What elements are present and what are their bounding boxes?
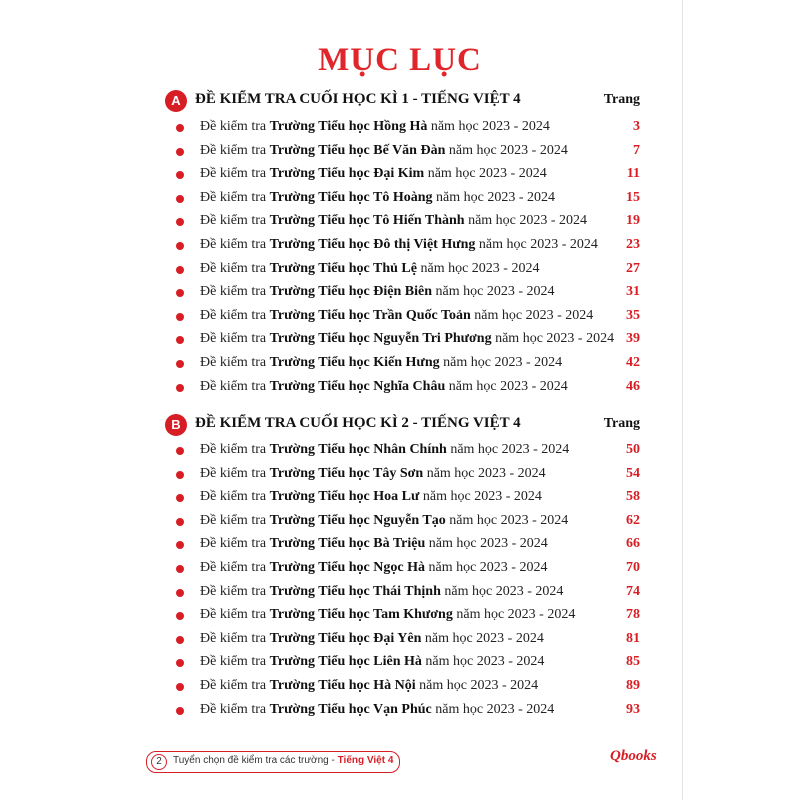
toc-entry[interactable] bbox=[0, 629, 640, 651]
toc-entry-prefix: Đề kiểm tra bbox=[200, 166, 267, 182]
toc-entry[interactable] bbox=[0, 440, 640, 462]
toc-page-number: 31 bbox=[626, 284, 640, 300]
footer-page-number: 2 bbox=[151, 754, 167, 770]
bullet-dot-icon bbox=[176, 636, 184, 644]
toc-entry-year: năm học 2023 - 2024 bbox=[422, 489, 542, 505]
toc-entry-year: năm học 2023 - 2024 bbox=[425, 654, 545, 670]
toc-entry-school: Trường Tiểu học Hoa Lư bbox=[269, 489, 420, 505]
toc-entry-prefix: Đề kiểm tra bbox=[200, 489, 267, 505]
bullet-dot-icon bbox=[176, 360, 184, 368]
toc-page-number: 35 bbox=[626, 307, 640, 323]
toc-entry-school: Trường Tiểu học Thủ Lệ bbox=[269, 260, 417, 276]
toc-entry-school: Trường Tiểu học Hà Nội bbox=[269, 678, 416, 693]
toc-entry-prefix: Đề kiểm tra bbox=[200, 442, 267, 457]
toc-entry[interactable] bbox=[0, 259, 640, 281]
toc-entry[interactable] bbox=[0, 117, 640, 139]
footer-text bbox=[173, 755, 393, 766]
toc-entry-school: Trường Tiểu học Tây Sơn bbox=[269, 465, 424, 481]
toc-entry[interactable] bbox=[0, 164, 640, 186]
toc-page-number: 54 bbox=[626, 465, 640, 481]
section-a-title: ĐỀ KIỂM TRA CUỐI HỌC KÌ 1 - TIẾNG VIỆT 4 bbox=[195, 91, 521, 107]
toc-entry-school: Trường Tiểu học Liên Hà bbox=[269, 654, 422, 670]
toc-entry-text bbox=[200, 513, 568, 529]
toc-entry[interactable] bbox=[0, 306, 640, 328]
toc-entry-prefix: Đề kiểm tra bbox=[200, 465, 267, 481]
toc-entry-year: năm học 2023 - 2024 bbox=[448, 378, 568, 394]
toc-page-number: 66 bbox=[626, 536, 640, 552]
bullet-dot-icon bbox=[176, 707, 184, 715]
toc-page-number: 85 bbox=[626, 654, 640, 670]
toc-entry-school: Trường Tiểu học Đại Kim bbox=[269, 166, 425, 182]
toc-entry-year: năm học 2023 - 2024 bbox=[426, 465, 546, 481]
toc-entry-school: Trường Tiểu học Tô Hiến Thành bbox=[269, 213, 465, 229]
toc-entry-text bbox=[200, 213, 587, 229]
toc-entry-school: Trường Tiểu học Kiến Hưng bbox=[269, 355, 440, 370]
toc-entry-prefix: Đề kiểm tra bbox=[200, 536, 267, 552]
toc-entry-text bbox=[200, 442, 569, 458]
toc-entry-prefix: Đề kiểm tra bbox=[200, 213, 267, 229]
toc-entry-school: Trường Tiểu học Nguyễn Tạo bbox=[269, 512, 446, 528]
toc-entry-text bbox=[200, 379, 568, 395]
toc-entry-year: năm học 2023 - 2024 bbox=[448, 142, 568, 158]
toc-entry-year: năm học 2023 - 2024 bbox=[435, 284, 555, 300]
toc-entry-text bbox=[200, 489, 542, 505]
toc-entry-prefix: Đề kiểm tra bbox=[200, 260, 267, 276]
toc-entry-year: năm học 2023 - 2024 bbox=[419, 678, 539, 693]
bullet-dot-icon bbox=[176, 659, 184, 667]
toc-entry[interactable] bbox=[0, 652, 640, 674]
toc-page-number: 62 bbox=[626, 512, 640, 528]
toc-entry-text bbox=[200, 308, 593, 324]
toc-entry-year: năm học 2023 - 2024 bbox=[428, 560, 548, 575]
toc-entry-text bbox=[200, 584, 563, 600]
toc-entry[interactable] bbox=[0, 511, 640, 533]
toc-entry-prefix: Đề kiểm tra bbox=[200, 237, 267, 252]
toc-entry-year: năm học 2023 - 2024 bbox=[435, 701, 555, 717]
toc-page-number: 15 bbox=[626, 189, 640, 205]
toc-entry-year: năm học 2023 - 2024 bbox=[449, 512, 569, 528]
toc-entry-text bbox=[200, 119, 550, 135]
toc-page-number: 81 bbox=[626, 630, 640, 646]
toc-page-number: 3 bbox=[633, 119, 640, 134]
toc-entry-school: Trường Tiểu học Nguyễn Tri Phương bbox=[269, 331, 492, 347]
page-column-label: Trang bbox=[603, 92, 640, 107]
toc-entry-text bbox=[200, 166, 547, 182]
toc-entry-text bbox=[200, 536, 548, 552]
toc-entry-text bbox=[200, 678, 538, 694]
toc-page-number: 42 bbox=[626, 355, 640, 370]
toc-entry[interactable] bbox=[0, 605, 640, 627]
toc-entry-prefix: Đề kiểm tra bbox=[200, 701, 267, 717]
toc-entry-prefix: Đề kiểm tra bbox=[200, 512, 267, 528]
footer-subject: Tiếng Việt 4 bbox=[337, 755, 394, 766]
toc-entry-text bbox=[200, 607, 575, 623]
toc-entry-text bbox=[200, 466, 546, 482]
toc-entry-year: năm học 2023 - 2024 bbox=[430, 119, 550, 134]
toc-page-number: 46 bbox=[626, 378, 640, 394]
toc-entry[interactable] bbox=[0, 534, 640, 556]
toc-page-number: 74 bbox=[626, 583, 640, 599]
toc-page-number: 58 bbox=[626, 489, 640, 505]
toc-entry-prefix: Đề kiểm tra bbox=[200, 119, 267, 134]
toc-entry-year: năm học 2023 - 2024 bbox=[436, 189, 556, 205]
toc-page-number: 11 bbox=[626, 166, 640, 182]
toc-entry[interactable] bbox=[0, 582, 640, 604]
toc-entry-text bbox=[200, 237, 598, 253]
toc-entry[interactable] bbox=[0, 353, 640, 375]
toc-entry[interactable] bbox=[0, 282, 640, 304]
toc-entry[interactable] bbox=[0, 141, 640, 163]
toc-entry-school: Trường Tiểu học Tô Hoàng bbox=[269, 189, 433, 205]
toc-entry-school: Trường Tiểu học Bà Triệu bbox=[269, 536, 426, 552]
toc-entry-year: năm học 2023 - 2024 bbox=[468, 213, 588, 229]
page-title: MỤC LỤC bbox=[318, 42, 482, 78]
toc-entry-school: Trường Tiểu học Tam Khương bbox=[269, 607, 453, 623]
bullet-dot-icon bbox=[176, 384, 184, 392]
toc-entry-year: năm học 2023 - 2024 bbox=[478, 237, 598, 252]
toc-entry-year: năm học 2023 - 2024 bbox=[456, 607, 576, 623]
toc-entry-text bbox=[200, 284, 554, 300]
toc-page-number: 23 bbox=[626, 237, 640, 252]
toc-entry-school: Trường Tiểu học Bế Văn Đàn bbox=[269, 142, 446, 158]
toc-entry-prefix: Đề kiểm tra bbox=[200, 284, 267, 300]
toc-entry-school: Trường Tiểu học Vạn Phúc bbox=[269, 701, 432, 717]
publisher-logo: Qbooks bbox=[610, 748, 657, 764]
toc-entry[interactable] bbox=[0, 211, 640, 233]
toc-entry-school: Trường Tiểu học Hồng Hà bbox=[269, 119, 428, 134]
bullet-dot-icon bbox=[176, 124, 184, 132]
toc-entry-year: năm học 2023 - 2024 bbox=[495, 331, 615, 347]
toc-page-number: 93 bbox=[626, 701, 640, 717]
bullet-dot-icon bbox=[176, 171, 184, 179]
page-column-label: Trang bbox=[603, 416, 640, 431]
bullet-dot-icon bbox=[176, 612, 184, 620]
toc-entry-school: Trường Tiểu học Đô thị Việt Hưng bbox=[269, 237, 476, 252]
toc-page-number: 50 bbox=[626, 442, 640, 457]
toc-page-number: 27 bbox=[626, 260, 640, 276]
toc-page-number: 89 bbox=[626, 678, 640, 693]
toc-page-number: 19 bbox=[626, 213, 640, 229]
toc-entry-text bbox=[200, 702, 554, 718]
bullet-dot-icon bbox=[176, 242, 184, 250]
toc-entry-prefix: Đề kiểm tra bbox=[200, 378, 267, 394]
toc-entry-text bbox=[200, 190, 555, 206]
bullet-dot-icon bbox=[176, 589, 184, 597]
toc-entry-school: Trường Tiểu học Trần Quốc Toản bbox=[269, 307, 471, 323]
toc-entry-year: năm học 2023 - 2024 bbox=[420, 260, 540, 276]
bullet-dot-icon bbox=[176, 313, 184, 321]
toc-entry-prefix: Đề kiểm tra bbox=[200, 607, 267, 623]
toc-entry-text bbox=[200, 560, 547, 576]
toc-entry-school: Trường Tiểu học Ngọc Hà bbox=[269, 560, 425, 575]
toc-entry-year: năm học 2023 - 2024 bbox=[424, 630, 544, 646]
toc-entry[interactable] bbox=[0, 188, 640, 210]
bullet-dot-icon bbox=[176, 471, 184, 479]
toc-entry-prefix: Đề kiểm tra bbox=[200, 307, 267, 323]
toc-entry-year: năm học 2023 - 2024 bbox=[427, 166, 547, 182]
toc-entry[interactable] bbox=[0, 464, 640, 486]
toc-entry-text bbox=[200, 631, 544, 647]
bullet-dot-icon bbox=[176, 266, 184, 274]
toc-entry-text bbox=[200, 355, 562, 371]
section-badge-b: B bbox=[165, 414, 187, 436]
bullet-dot-icon bbox=[176, 195, 184, 203]
toc-entry-year: năm học 2023 - 2024 bbox=[474, 307, 594, 323]
bullet-dot-icon bbox=[176, 518, 184, 526]
page-edge-divider bbox=[682, 0, 683, 800]
footer-banner bbox=[146, 751, 400, 773]
toc-entry-prefix: Đề kiểm tra bbox=[200, 189, 267, 205]
toc-entry-text bbox=[200, 143, 568, 159]
toc-entry[interactable] bbox=[0, 558, 640, 580]
toc-entry-prefix: Đề kiểm tra bbox=[200, 560, 267, 575]
toc-page-number: 39 bbox=[626, 331, 640, 347]
toc-entry-year: năm học 2023 - 2024 bbox=[428, 536, 548, 552]
bullet-dot-icon bbox=[176, 683, 184, 691]
toc-entry-prefix: Đề kiểm tra bbox=[200, 331, 267, 347]
section-a-header bbox=[165, 90, 640, 114]
toc-entry-school: Trường Tiểu học Nhân Chính bbox=[269, 442, 447, 457]
toc-entry-text bbox=[200, 261, 539, 277]
toc-entry-text bbox=[200, 331, 614, 347]
toc-entry-prefix: Đề kiểm tra bbox=[200, 355, 267, 370]
toc-entry-school: Trường Tiểu học Thái Thịnh bbox=[269, 583, 441, 599]
toc-entry-prefix: Đề kiểm tra bbox=[200, 142, 267, 158]
bullet-dot-icon bbox=[176, 218, 184, 226]
toc-entry-school: Trường Tiểu học Đại Yên bbox=[269, 630, 422, 646]
toc-page-number: 78 bbox=[626, 607, 640, 623]
toc-entry-school: Trường Tiểu học Nghĩa Châu bbox=[269, 378, 446, 394]
toc-entry-prefix: Đề kiểm tra bbox=[200, 654, 267, 670]
toc-entry[interactable] bbox=[0, 487, 640, 509]
section-b-header bbox=[165, 414, 640, 438]
toc-entry-prefix: Đề kiểm tra bbox=[200, 678, 267, 693]
bullet-dot-icon bbox=[176, 148, 184, 156]
toc-page-number: 7 bbox=[633, 142, 640, 158]
toc-entry-prefix: Đề kiểm tra bbox=[200, 630, 267, 646]
toc-entry[interactable] bbox=[0, 700, 640, 722]
bullet-dot-icon bbox=[176, 447, 184, 455]
bullet-dot-icon bbox=[176, 541, 184, 549]
bullet-dot-icon bbox=[176, 565, 184, 573]
toc-entry[interactable] bbox=[0, 676, 640, 698]
toc-entry-prefix: Đề kiểm tra bbox=[200, 583, 267, 599]
toc-entry-year: năm học 2023 - 2024 bbox=[443, 355, 563, 370]
toc-entry-year: năm học 2023 - 2024 bbox=[450, 442, 570, 457]
toc-entry[interactable] bbox=[0, 235, 640, 257]
section-b-title: ĐỀ KIỂM TRA CUỐI HỌC KÌ 2 - TIẾNG VIỆT 4 bbox=[195, 415, 521, 431]
toc-entry-year: năm học 2023 - 2024 bbox=[444, 583, 564, 599]
section-badge-a: A bbox=[165, 90, 187, 112]
toc-entry-text bbox=[200, 654, 544, 670]
toc-entry-school: Trường Tiểu học Điện Biên bbox=[269, 284, 432, 300]
bullet-dot-icon bbox=[176, 336, 184, 344]
bullet-dot-icon bbox=[176, 289, 184, 297]
bullet-dot-icon bbox=[176, 494, 184, 502]
toc-page-number: 70 bbox=[626, 560, 640, 575]
footer-book-title: Tuyển chọn đề kiểm tra các trường - bbox=[173, 755, 335, 766]
toc-entry[interactable] bbox=[0, 377, 640, 399]
toc-entry[interactable] bbox=[0, 329, 640, 351]
